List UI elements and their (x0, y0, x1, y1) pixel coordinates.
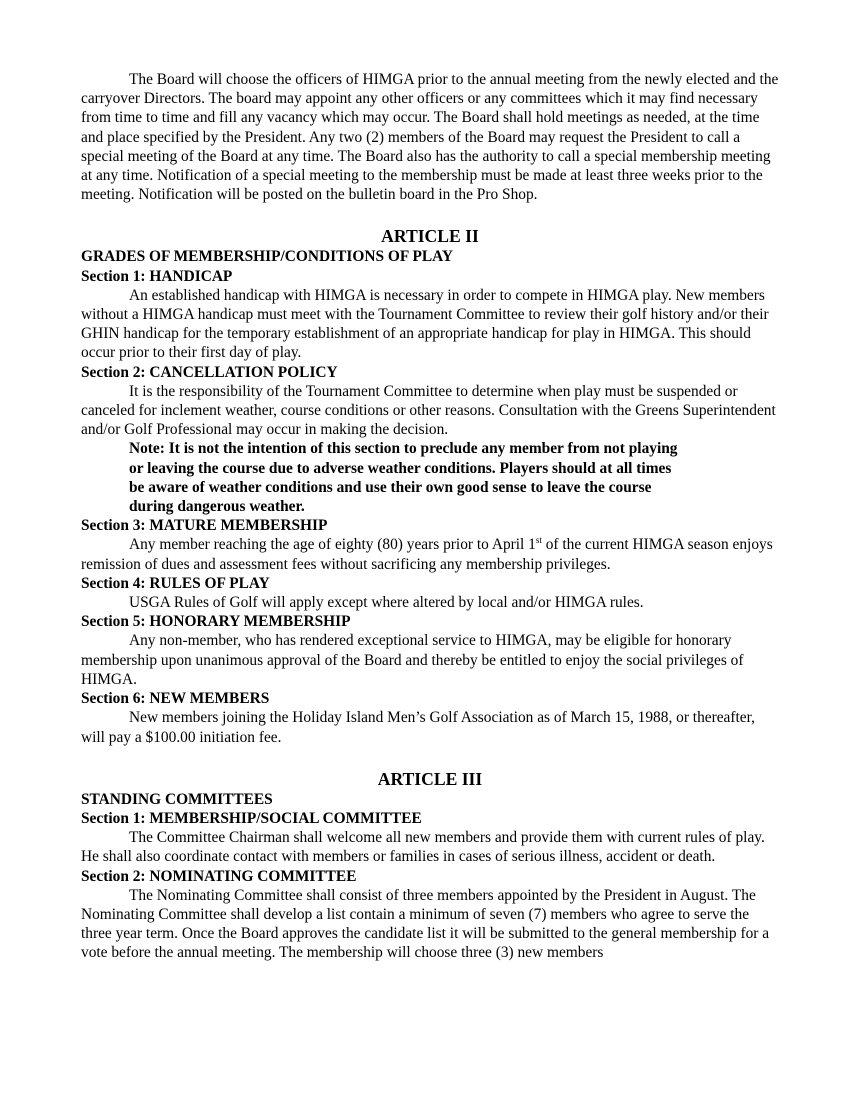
mature-text-a: Any member reaching the age of eighty (80) years prior to April 1 (129, 536, 536, 554)
section-body-handicap: An established handicap with HIMGA is necessary in order to compete in HIMGA play. New members without a HIMGA handicap must meet with the Tournament Committee to review their golf history and/or their GHIN handicap for the temporary establishment of an appropriate handicap for play in HIMGA. This should occur prior to their first day of play. (81, 286, 769, 362)
cancellation-note-line-4: during dangerous weather. (129, 498, 305, 516)
article-iii-subtitle: STANDING COMMITTEES (81, 790, 273, 808)
section-body-honorary-membership: Any non-member, who has rendered exceptional service to HIMGA, may be eligible for honorary membership upon unanimous approval of the Board and thereby be entitled to enjoy the social privileges of HIMGA. (81, 632, 744, 688)
intro-paragraph: The Board will choose the officers of HIMGA prior to the annual meeting from the newly elected and the carryover Directors. The board may appoint any other officers or any committees which it may find necessary from time to time and fill any vacancy which may occur. The Board shall hold meetings as needed, at the time and place specified by the President. Any two (2) members of the Board may request the President to call a special meeting of the Board at any time. The Board also has the authority to call a special membership meeting at any time. Notification of a special meeting to the membership must be made at least three weeks prior to the meeting. Notification will be posted on the bulletin board in the Pro Shop. (81, 71, 779, 204)
article-ii-title: ARTICLE II (381, 226, 479, 247)
section-heading-handicap: Section 1: HANDICAP (81, 267, 233, 285)
section-body-mature-membership (81, 535, 779, 573)
section-heading-honorary-membership: Section 5: HONORARY MEMBERSHIP (81, 613, 351, 631)
section-heading-membership-social: Section 1: MEMBERSHIP/SOCIAL COMMITTEE (81, 809, 422, 827)
section-heading-rules-of-play: Section 4: RULES OF PLAY (81, 574, 270, 592)
section-heading-new-members: Section 6: NEW MEMBERS (81, 690, 270, 708)
section-body-nominating: The Nominating Committee shall consist of three members appointed by the President in August. The Nominating Committee shall develop a list contain a minimum of seven (7) members who agree to serve the three year term. Once the Board approves the candidate list it will be submitted to the general membership for a vote before the annual meeting. The membership will choose three (3) new members (81, 886, 770, 962)
section-body-cancellation: It is the responsibility of the Tournament Committee to determine when play must be suspended or canceled for inclement weather, course conditions or other reasons. Consultation with the Greens Superintendent and/or Golf Professional may occur in making the decision. (81, 382, 776, 439)
section-heading-nominating: Section 2: NOMINATING COMMITTEE (81, 867, 357, 885)
mature-text-b: of the current HIMGA season enjoys remission of dues and assessment fees without sacrificing any membership privileges. (81, 536, 773, 573)
section-heading-mature-membership: Section 3: MATURE MEMBERSHIP (81, 517, 328, 535)
cancellation-note-line-2: or leaving the course due to adverse weather conditions. Players should at all times (129, 459, 672, 477)
section-body-rules-of-play: USGA Rules of Golf will apply except where altered by local and/or HIMGA rules. (129, 594, 644, 612)
document-page (81, 70, 779, 963)
ordinal-superscript: st (535, 535, 542, 546)
section-body-new-members: New members joining the Holiday Island Men’s Golf Association as of March 15, 1988, or thereafter, will pay a $100.00 initiation fee. (81, 709, 755, 746)
section-body-membership-social: The Committee Chairman shall welcome all new members and provide them with current rules of play. He shall also coordinate contact with members or families in cases of serious illness, accident or death. (81, 829, 765, 866)
cancellation-note-line-3: be aware of weather conditions and use their own good sense to leave the course (129, 478, 652, 496)
article-ii-subtitle: GRADES OF MEMBERSHIP/CONDITIONS OF PLAY (81, 248, 453, 266)
section-heading-cancellation: Section 2: CANCELLATION POLICY (81, 363, 338, 381)
cancellation-note-line-1: Note: It is not the intention of this section to preclude any member from not playing (129, 440, 678, 458)
article-iii-title: ARTICLE III (377, 768, 483, 789)
